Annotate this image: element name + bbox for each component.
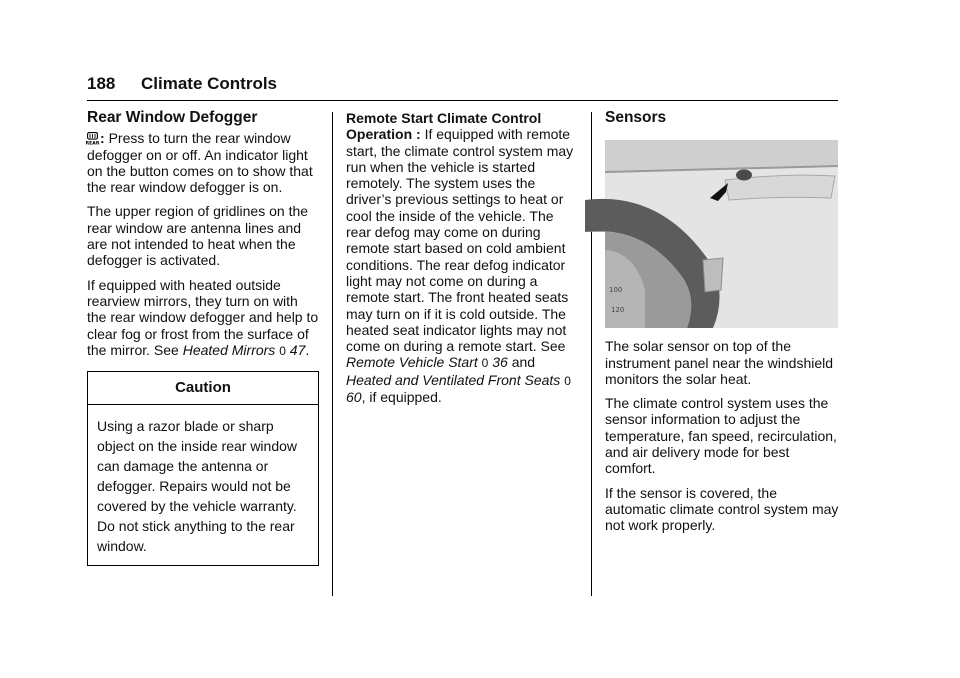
rear-defog-icon: [87, 132, 98, 145]
sensors-heading: Sensors: [605, 109, 667, 126]
remote-vehicle-start-link[interactable]: Remote Vehicle Start: [346, 354, 478, 371]
rear-defogger-heading: Rear Window Defogger: [87, 109, 258, 126]
rear-defogger-paragraph-1: [87, 130, 319, 195]
heated-mirrors-page-ref[interactable]: 47: [289, 341, 306, 358]
rear-defogger-paragraph-3: [87, 277, 319, 359]
remote-start-text: If equipped with remote start, the climate control system may run when the vehicle is started remotely. The system uses the driver’s previous settings to heat or cool the inside of the vehicle. The rear defog may come on during remote start based on cold ambient conditions. The rear defog indicator light may not come on during a remote start. The front heated seats may turn on if it is cold outside. The heated seat indicator lights may not come on during a remote start. See: [346, 126, 574, 355]
rear-defogger-p1-text: Press to turn the rear window defogger on or off. An indicator light on the button comes on to show that the rear window defogger is on.: [87, 130, 313, 196]
heated-seats-page-ref[interactable]: 60: [346, 389, 362, 406]
sensors-paragraph-1: The solar sensor on top of the instrument panel near the windshield monitors the solar heat.: [605, 338, 834, 387]
sensors-paragraph-2: The climate control system uses the sensor information to adjust the temperature, fan speed, recirculation, and air delivery mode for best comfort.: [605, 395, 837, 477]
column-remote-start: [346, 110, 578, 413]
page-number: 188: [87, 74, 116, 93]
column-rear-window-defogger: [87, 110, 319, 566]
column-divider-left: [332, 112, 333, 596]
column-divider-right: [591, 112, 592, 596]
caution-box: [87, 371, 319, 566]
sensors-paragraph-3: If the sensor is covered, the automatic climate control system may not work properly.: [605, 484, 839, 534]
heated-mirrors-link[interactable]: Heated Mirrors: [182, 341, 276, 358]
caution-title: Caution: [88, 372, 318, 405]
column-sensors: [605, 110, 840, 542]
caution-text: Using a razor blade or sharp object on the inside rear window can damage the antenna or defogger. Repairs would not be covered by the vehicle warranty. Do not stick anything to the rear window.: [97, 418, 298, 555]
page-ref-symbol-2: 0: [564, 373, 571, 388]
page-ref-symbol-1: 0: [481, 356, 489, 371]
remote-start-end: , if equipped.: [361, 389, 442, 406]
p3-end: .: [305, 341, 310, 358]
solar-sensor-illustration: [605, 140, 838, 328]
section-title: Climate Controls: [141, 74, 278, 93]
page-header: [87, 72, 838, 101]
remote-vehicle-start-page-ref[interactable]: 36: [492, 354, 508, 371]
rear-defogger-paragraph-2: The upper region of gridlines on the rear window are antenna lines and are not intended to heat when the defogger is activated.: [87, 203, 309, 269]
remote-start-lead: Remote Start Climate Control Operation :: [346, 110, 542, 143]
p3-text: If equipped with heated outside rearview mirrors, they turn on with the rear window defogger and help to clear fog or frost from the surface of the mirror. See: [87, 276, 319, 358]
solar-sensor: [736, 170, 752, 181]
icon-colon: :: [100, 130, 105, 147]
cluster-vent: [703, 258, 723, 292]
remote-start-paragraph: [346, 110, 578, 405]
gauge-label-1: 100: [609, 286, 623, 295]
and-text: and: [511, 354, 536, 371]
page-ref-symbol: 0: [279, 343, 286, 358]
svg-text:REAR: REAR: [85, 141, 100, 147]
heated-seats-link[interactable]: Heated and Ventilated Front Seats: [346, 371, 561, 388]
gauge-label-2: 120: [611, 306, 625, 315]
